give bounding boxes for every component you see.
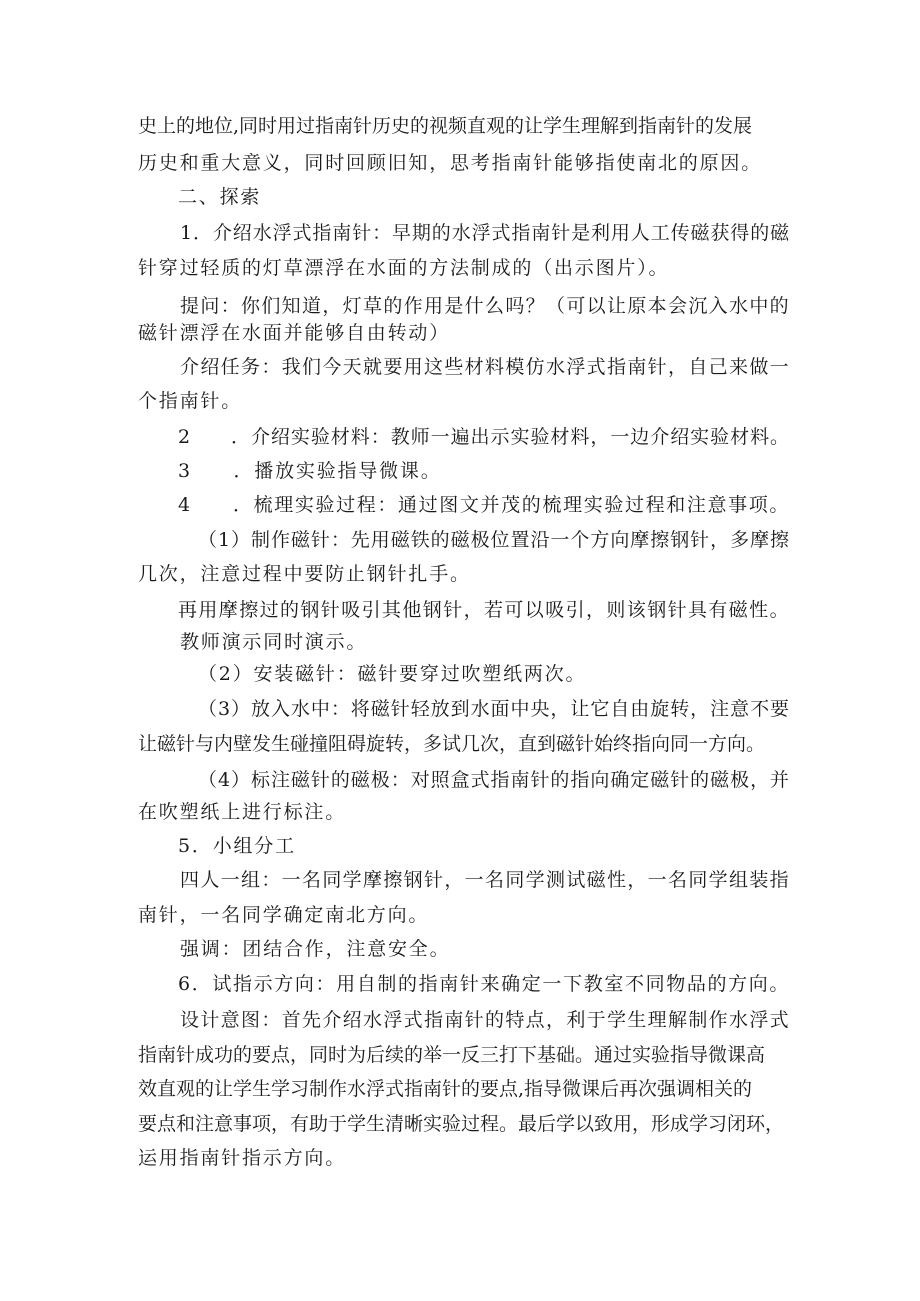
line-text: （1）制作磁针：先用磁铁的磁极位置沿一个方向摩擦钢针，多摩擦: [198, 529, 790, 551]
line-text: 针穿过轻质的灯草漂浮在水面的方法制成的（出示图片）。: [138, 257, 670, 279]
text-line: [0, 929, 920, 969]
line-text: 要点和注意事项，有助于学生清晰实验过程。最后学以致用，形成学习闭环，: [138, 1113, 785, 1135]
line-text: 3 ．播放实验指导微课。: [178, 460, 442, 482]
line-text: 6．试指示方向：用自制的指南针来确定一下教室不同物品的方向。: [178, 973, 790, 995]
line-text: 在吹塑纸上进行标注。: [138, 801, 347, 823]
line-text: 南针，一名同学确定南北方向。: [138, 904, 430, 926]
line-text: 提问：你们知道，灯草的作用是什么吗？（可以让原本会沉入水中的: [180, 295, 790, 317]
line-text: 2 ．介绍实验材料：教师一遍出示实验材料，一边介绍实验材料。: [178, 426, 790, 448]
line-text: （4）标注磁针的磁极：对照盒式指南针的指向确定磁针的磁极，并: [198, 769, 790, 791]
line-text: 史上的地位,同时用过指南针历史的视频直观的让学生理解到指南针的发展: [138, 115, 753, 137]
line-text: 4 ．梳理实验过程：通过图文并茂的梳理实验过程和注意事项。: [178, 494, 790, 516]
line-text: 指南针成功的要点，同时为后续的举一反三打下基础。通过实验指导微课高: [138, 1044, 766, 1066]
text-line: [0, 1138, 920, 1178]
line-text: 历史和重大意义，同时回顾旧知，思考指南针能够指使南北的原因。: [138, 152, 763, 174]
text-line: [0, 554, 920, 594]
section-heading: [0, 177, 920, 217]
text-line: [0, 213, 920, 253]
line-text: 磁针漂浮在水面并能够自由转动）: [138, 322, 451, 344]
text-line: [0, 106, 920, 146]
text-line: [0, 654, 920, 694]
line-text: 再用摩擦过的钢针吸引其他钢针，若可以吸引，则该钢针具有磁性。: [178, 599, 790, 621]
line-text: 几次，注意过程中要防止钢针扎手。: [138, 563, 471, 585]
line-text: 介绍任务：我们今天就要用这些材料模仿水浮式指南针，自己来做一: [180, 356, 790, 378]
text-line: [0, 485, 920, 525]
text-line: [0, 1069, 920, 1109]
line-text: 让磁针与内壁发生碰撞阻碍旋转，多试几次，直到磁针始终指向同一方向。: [138, 733, 766, 755]
line-text: 个指南针。: [138, 390, 243, 412]
line-text: 1．介绍水浮式指南针：早期的水浮式指南针是利用人工传磁获得的磁: [180, 222, 790, 244]
line-text: （3）放入水中：将磁针轻放到水面中央，让它自由旋转，注意不要: [198, 698, 790, 720]
text-line: [0, 1000, 920, 1040]
line-text: 效直观的让学生学习制作水浮式指南针的要点,指导微课后再次强调相关的: [138, 1078, 753, 1100]
line-text: 教师演示同时演示。: [180, 631, 368, 653]
line-text: 强调：团结合作，注意安全。: [180, 938, 451, 960]
line-text: 四人一组：一名同学摩擦钢针，一名同学测试磁性，一名同学组装指: [180, 869, 790, 891]
line-text: 运用指南针指示方向。: [138, 1147, 347, 1169]
text-line: [0, 381, 920, 421]
line-text: （2）安装磁针：磁针要穿过吹塑纸两次。: [198, 663, 587, 685]
text-line: [0, 860, 920, 900]
text-line: [0, 689, 920, 729]
text-line: [0, 248, 920, 288]
text-line: [0, 724, 920, 764]
text-line: [0, 964, 920, 1004]
line-text: 二、探索: [178, 186, 262, 208]
line-text: 设计意图：首先介绍水浮式指南针的特点，利于学生理解制作水浮式: [180, 1009, 790, 1031]
line-text: 5．小组分工: [178, 835, 296, 857]
